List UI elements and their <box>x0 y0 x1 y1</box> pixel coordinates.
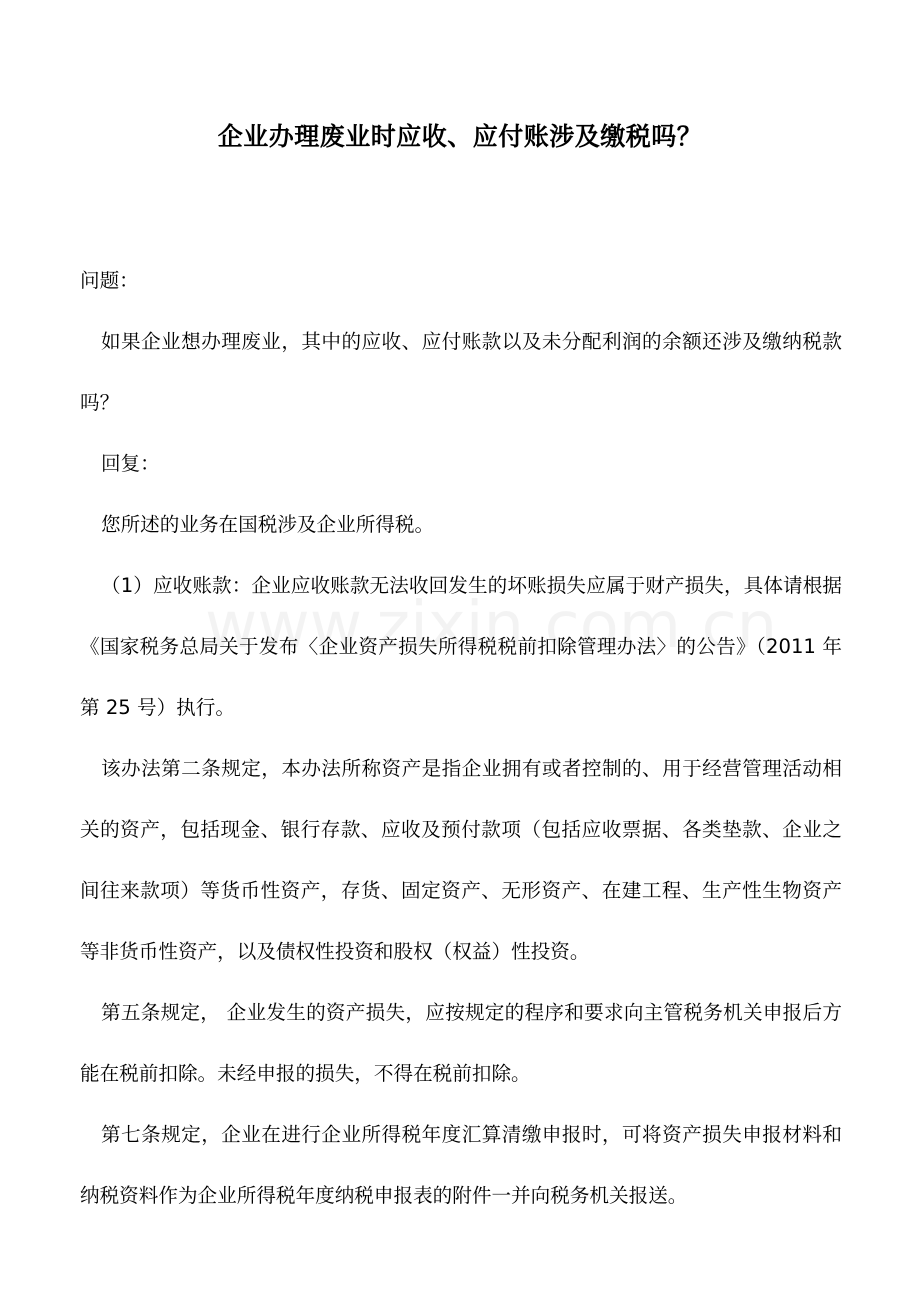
reply-intro-paragraph: 您所述的业务在国税涉及企业所得税。 <box>101 513 435 536</box>
question-paragraph: 如果企业想办理废业，其中的应收、应付账款以及未分配利润的余额还涉及缴纳税款吗？ <box>80 330 842 414</box>
receivables-paragraph: （1）应收账款：企业应收账款无法收回发生的坏账损失应属于财产损失，具体请根据《国家税务总局关于发布〈企业资产损失所得税税前扣除管理办法〉的公告》（2011 年第 25 号）执行。 <box>80 574 842 719</box>
document-body <box>80 250 842 1226</box>
document-title: 企业办理废业时应收、应付账涉及缴税吗？ <box>217 122 703 151</box>
article-seven-paragraph: 第七条规定，企业在进行企业所得税年度汇算清缴申报时，可将资产损失申报材料和纳税资料作为企业所得税年度纳税申报表的附件一并向税务机关报送。 <box>80 1123 842 1207</box>
article-two-paragraph: 该办法第二条规定，本办法所称资产是指企业拥有或者控制的、用于经营管理活动相关的资产，包括现金、银行存款、应收及预付款项（包括应收票据、各类垫款、企业之间往来款项）等货币性资产，存货、固定资产、无形资产、在建工程、生产性生物资产等非货币性资产，以及债权性投资和股权（权益）性投资。 <box>80 757 842 963</box>
article-five-paragraph: 第五条规定， 企业发生的资产损失，应按规定的程序和要求向主管税务机关申报后方能在税前扣除。未经申报的损失，不得在税前扣除。 <box>80 1001 842 1085</box>
reply-label: 回复： <box>101 452 160 475</box>
question-label: 问题： <box>80 269 139 292</box>
